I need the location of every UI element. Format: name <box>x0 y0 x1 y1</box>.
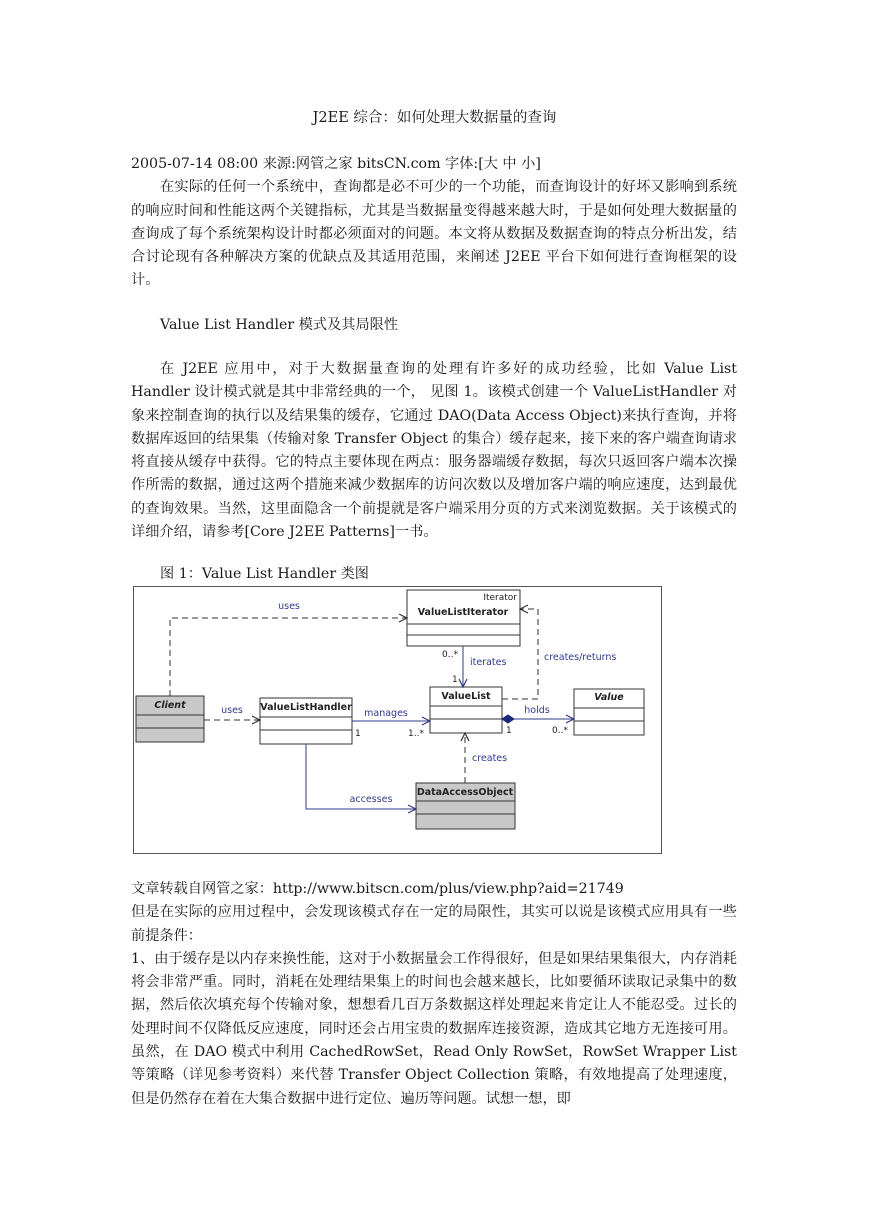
multiplicity-0n-top: 0..* <box>442 650 458 660</box>
iterates-label: iterates <box>470 657 507 668</box>
manages-label: manages <box>364 708 408 719</box>
relation-holds <box>502 705 574 736</box>
meta-line: 2005-07-14 08:00 来源:网管之家 bitsCN.com 字体:[大 中 小] <box>131 156 541 172</box>
multiplicity-1-list: 1 <box>506 726 512 736</box>
limitation-point-1: 1、由于缓存是以内存来换性能，这对于小数据量会工作得很好，但是如果结果集很大，内存消耗将会非常严重。同时，消耗在处理结果集上的时间也会越来越长，比如要循环读取记录集中的数据，然后依次填充每个传输对象，想想看几百万条数据这样处理起来肯定让人不能忍受。过长的处理时间不仅降低反应速度，同时还会占用宝贵的数据库连接资源，造成其它地方无连接可用。虽然，在 DAO 模式中利用 CachedRowSet，Read Only RowSet，RowSet Wrapper List 等策略（详见参考资料）来代替 Transfer Object Collection 策略，有效地提高了处理速度，但是仍然存在着在大集合数据中进行定位、遍历等问题。试想一想，即 <box>131 950 737 1107</box>
data-access-object-label: DataAccessObject <box>416 787 514 798</box>
uses-top-label: uses <box>278 601 300 612</box>
value-list-handler-label: ValueListHandler <box>260 702 352 713</box>
accesses-label: accesses <box>349 794 393 805</box>
figure-caption: 图 1：Value List Handler 类图 <box>160 566 369 582</box>
creates-label: creates <box>472 753 508 764</box>
multiplicity-1n: 1..* <box>408 729 424 739</box>
value-list-iterator-label: ValueListIterator <box>417 607 509 618</box>
iterator-stereotype: Iterator <box>483 593 517 603</box>
relation-uses-left <box>204 705 260 720</box>
article-title: J2EE 综合：如何处理大数据量的查询 <box>312 110 557 126</box>
class-client <box>136 696 204 742</box>
limitation-intro: 但是在实际的应用过程中，会发现该模式存在一定的局限性，其实可以说是该模式应用具有一些前提条件： <box>131 904 737 944</box>
holds-label: holds <box>524 705 550 716</box>
value-label: Value <box>594 692 624 703</box>
relation-manages <box>352 708 430 739</box>
relation-creates <box>465 733 507 783</box>
source-line: 文章转载自网管之家：http://www.bitscn.com/plus/view.php?aid=21749 <box>131 881 624 897</box>
class-value-list <box>430 687 502 733</box>
section-heading: Value List Handler 模式及其局限性 <box>160 317 399 333</box>
class-data-access-object <box>416 783 515 829</box>
relation-uses-top <box>170 601 407 696</box>
intro-paragraph: 在实际的任何一个系统中，查询都是必不可少的一个功能，而查询设计的好坏又影响到系统的响应时间和性能这两个关键指标，尤其是当数据量变得越来越大时，于是如何处理大数据量的查询成了每个系统架构设计时都必须面对的问题。本文将从数据及数据查询的特点分析出发，结合讨论现有各种解决方案的优缺点及其适用范围，来阐述 J2EE 平台下如何进行查询框架的设计。 <box>131 179 737 289</box>
uses-left-label: uses <box>221 705 243 716</box>
class-value <box>574 689 644 735</box>
uml-class-diagram <box>133 586 662 854</box>
relation-iterates <box>442 646 507 687</box>
section-paragraph: 在 J2EE 应用中，对于大数据量查询的处理有许多好的成功经验，比如 Value List Handler 设计模式就是其中非常经典的一个， 见图 1。该模式创建一个 ValueListHandler 对象来控制查询的执行以及结果集的缓存，它通过 DAO(Data Access Object)来执行查询，并将数据库返回的结果集（传输对象 Transfer Object 的集合）缓存起来，接下来的客户端查询请求将直接从缓存中获得。它的特点主要体现在两点：服务器端缓存数据，每次只返回客户端本次操作所需的数据，通过这两个措施来减少数据库的访问次数以及增加客户端的响应速度，达到最优的查询效果。当然，这里面隐含一个前提就是客户端采用分页的方式来浏览数据。关于该模式的详细介绍，请参考[Core J2EE Patterns]一书。 <box>131 361 737 541</box>
class-value-list-iterator <box>407 590 520 646</box>
article-body-bottom <box>131 878 737 1111</box>
multiplicity-1-top: 1 <box>452 675 458 685</box>
class-value-list-handler <box>260 698 352 744</box>
relation-accesses <box>306 744 416 809</box>
multiplicity-0n-value: 0..* <box>552 726 568 736</box>
creates-returns-label: creates/returns <box>544 652 617 663</box>
article-body-top <box>131 153 737 293</box>
client-label: Client <box>154 700 186 711</box>
multiplicity-1-handler: 1 <box>355 729 361 739</box>
value-list-label: ValueList <box>441 691 491 702</box>
